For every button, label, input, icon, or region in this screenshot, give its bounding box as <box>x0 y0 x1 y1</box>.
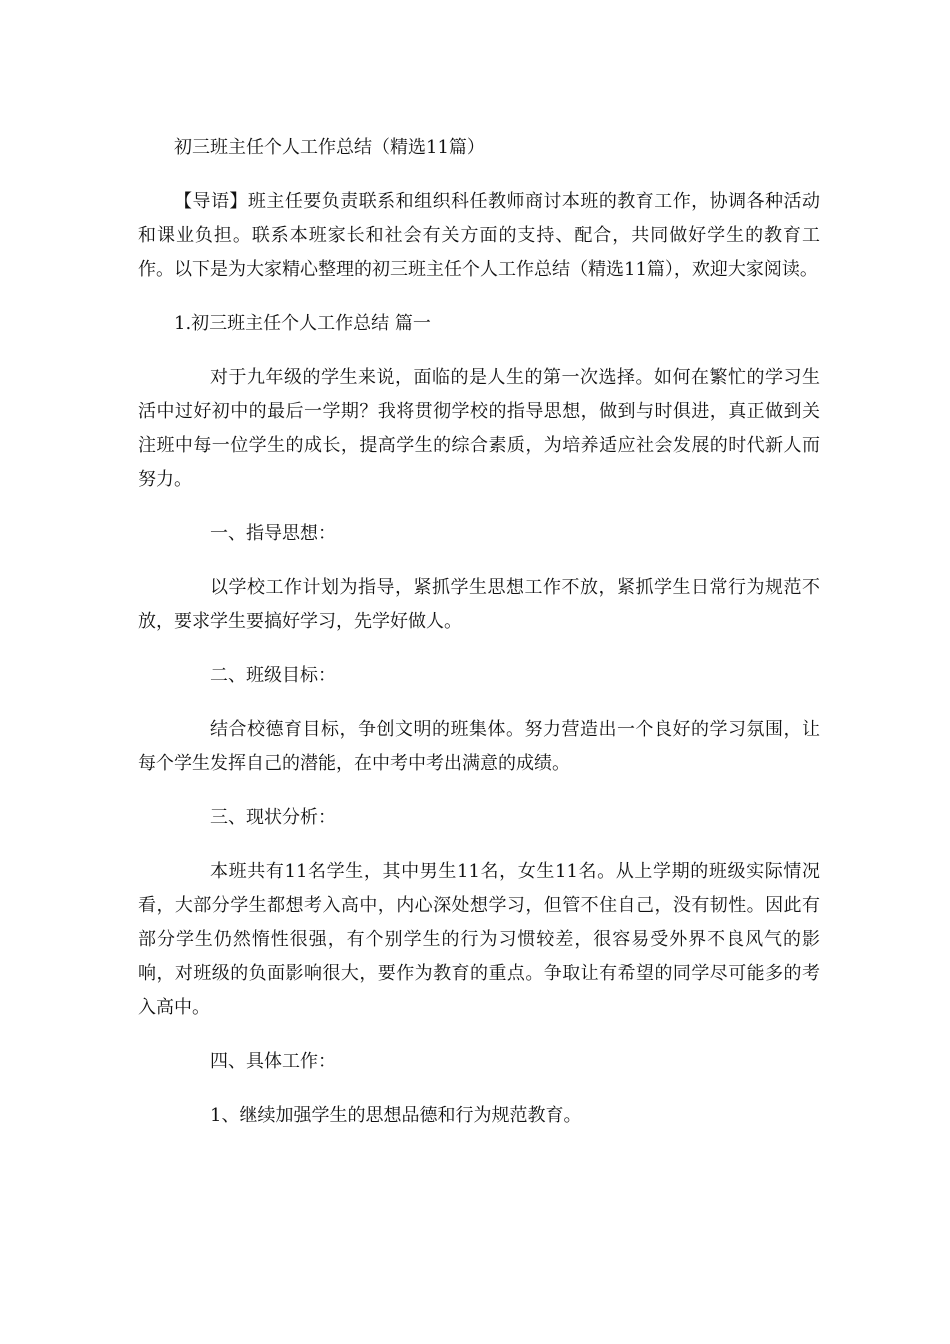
document-title: 初三班主任个人工作总结（精选11篇） <box>174 137 485 158</box>
heading-class-goal: 二、班级目标： <box>210 665 336 686</box>
section-title: 1.初三班主任个人工作总结 篇一 <box>174 313 431 334</box>
class-goal-paragraph: 结合校德育目标，争创文明的班集体。努力营造出一个良好的学习氛围，让每个学生发挥自己的潜能，在中考中考出满意的成绩。 <box>138 719 820 774</box>
heading-guiding-thought: 一、指导思想： <box>210 523 336 544</box>
heading-status-analysis: 三、现状分析： <box>210 807 336 828</box>
opening-paragraph: 对于九年级的学生来说，面临的是人生的第一次选择。如何在繁忙的学习生活中过好初中的最后一学期？我将贯彻学校的指导思想，做到与时俱进，真正做到关注班中每一位学生的成长，提高学生的综合素质，为培养适应社会发展的时代新人而努力。 <box>138 367 820 490</box>
document-body <box>138 131 820 1133</box>
specific-work-item-1: 1、继续加强学生的思想品德和行为规范教育。 <box>210 1105 582 1126</box>
status-analysis-paragraph: 本班共有11名学生，其中男生11名，女生11名。从上学期的班级实际情况看，大部分学生都想考入高中，内心深处想学习，但管不住自己，没有韧性。因此有部分学生仍然惰性很强，有个别学生的行为习惯较差，很容易受外界不良风气的影响，对班级的负面影响很大，要作为教育的重点。争取让有希望的同学尽可能多的考入高中。 <box>138 861 820 1018</box>
heading-specific-work: 四、具体工作： <box>210 1051 336 1072</box>
guiding-thought-paragraph: 以学校工作计划为指导，紧抓学生思想工作不放，紧抓学生日常行为规范不放，要求学生要搞好学习，先学好做人。 <box>138 577 820 632</box>
intro-paragraph: 【导语】班主任要负责联系和组织科任教师商讨本班的教育工作，协调各种活动和课业负担。联系本班家长和社会有关方面的支持、配合，共同做好学生的教育工作。以下是为大家精心整理的初三班主任个人工作总结（精选11篇），欢迎大家阅读。 <box>138 191 820 280</box>
